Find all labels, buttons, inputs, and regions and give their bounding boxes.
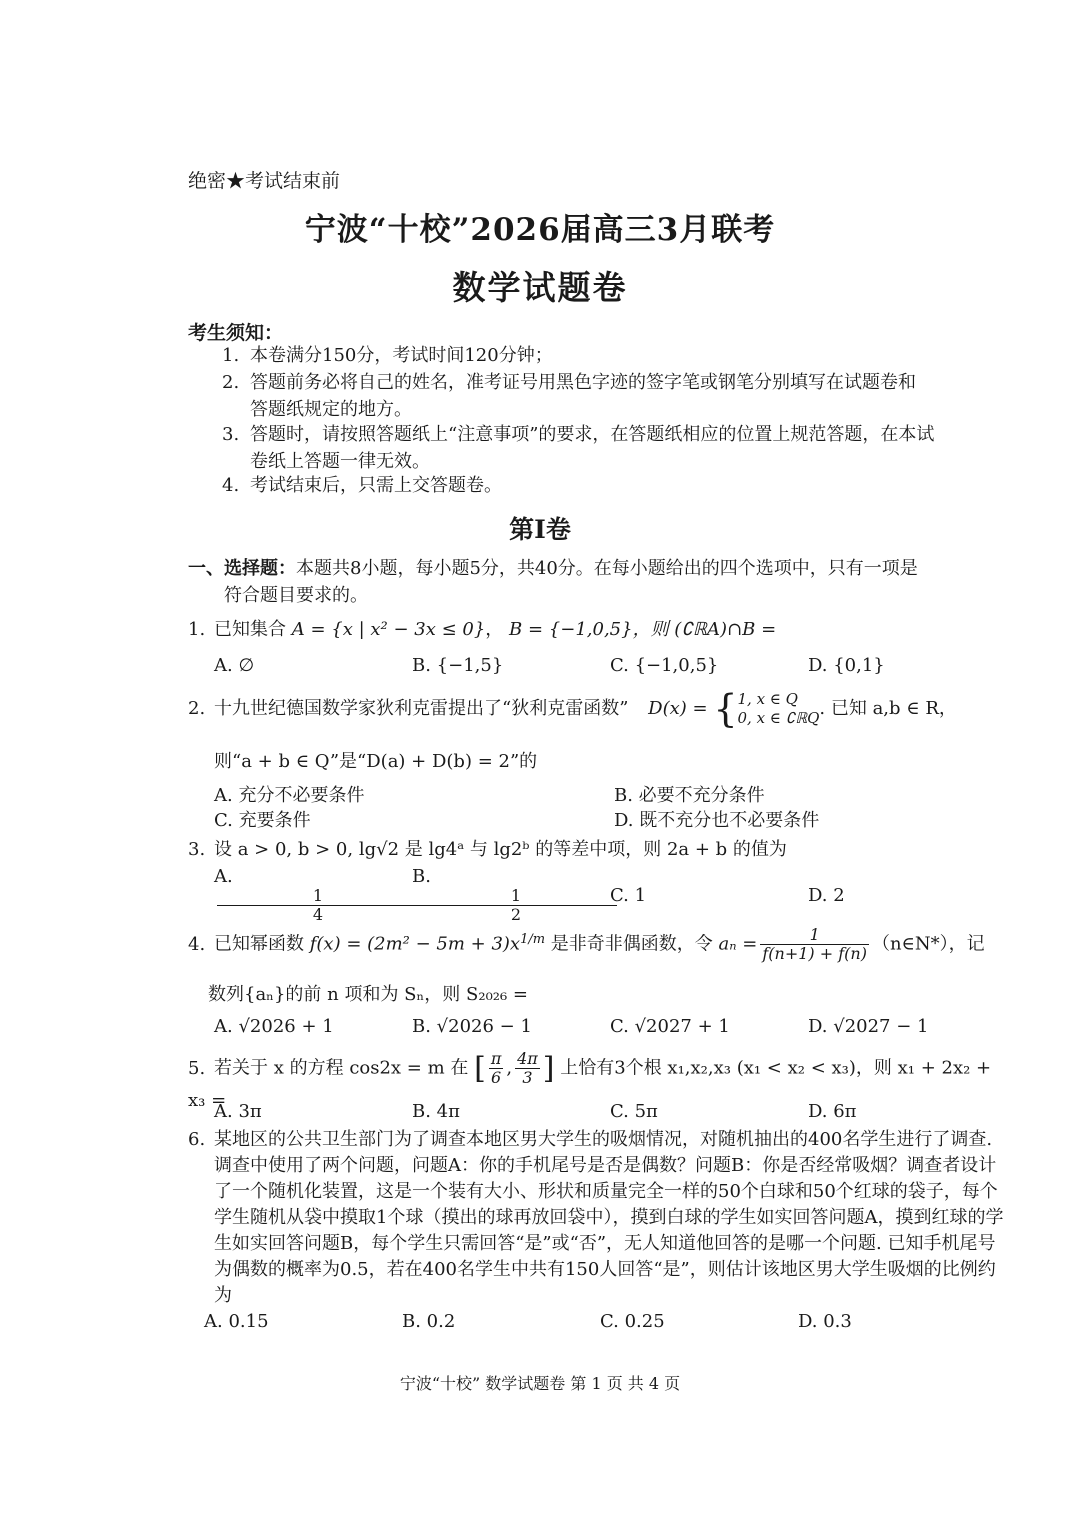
option-b[interactable] (412, 866, 610, 924)
option-d[interactable]: D. {0,1} (808, 655, 885, 676)
option-c[interactable]: C. √2027 + 1 (610, 1016, 730, 1037)
question-2-line2: 则“a + b ∈ Q”是“D(a) + D(b) = 2”的 (214, 751, 538, 772)
question-number: 2. (188, 698, 206, 719)
question-stem: 已知幂函数 (214, 933, 304, 955)
notice-item-text: 本卷满分150分，考试时间120分钟； (250, 345, 553, 366)
option-a[interactable] (214, 866, 412, 924)
option-d[interactable]: D. 2 (808, 884, 845, 906)
question-2-options-row2 (214, 806, 1014, 832)
exam-subtitle: 数学试题卷 (452, 268, 628, 307)
fraction-denominator: 4 (312, 905, 324, 924)
option-b[interactable]: B. 0.2 (402, 1311, 456, 1332)
page-footer: 宁波“十校” 数学试题卷 第 1 页 共 4 页 (399, 1374, 681, 1393)
fraction-numerator: 1 (217, 887, 419, 906)
question-stem-end: 上恰有3个根 x₁,x₂,x₃ (x₁ < x₂ < x₃)，则 x₁ + 2x₂ + x₃ = (188, 1057, 992, 1111)
question-number: 3. (188, 839, 206, 860)
question-number: 5. (188, 1057, 206, 1079)
section-continuation: 符合题目要求的。 (224, 585, 368, 606)
brace-glyph: { (713, 686, 738, 731)
question-3 (188, 836, 1008, 863)
notice-item-number: 3. (222, 424, 240, 445)
set-b: B = {−1,0,5} (509, 619, 633, 640)
question-4 (188, 926, 1008, 963)
question-6-options (204, 1311, 1004, 1332)
fraction-denominator: 3 (522, 1068, 533, 1087)
notice-item-number: 4. (222, 475, 240, 496)
option-b[interactable]: B. {−1,5} (412, 655, 504, 676)
right-bracket-glyph: ] (542, 1051, 555, 1086)
option-c[interactable]: C. {−1,0,5} (610, 655, 719, 676)
volume-title: 第Ⅰ卷 (509, 515, 571, 544)
fraction-numerator: π (490, 1049, 502, 1068)
option-b[interactable]: B. √2026 − 1 (412, 1016, 532, 1037)
option-a[interactable]: A. 3π (214, 1101, 262, 1122)
notice-item-text: 考试结束后，只需上交答题卷。 (250, 475, 502, 496)
question-stem: 若关于 x 的方程 cos2x = m 在 (214, 1057, 469, 1079)
option-d[interactable]: D. √2027 − 1 (808, 1016, 929, 1037)
option-a[interactable]: A. 0.15 (204, 1311, 269, 1332)
case-rational: 1, x ∈ Q (737, 690, 798, 708)
case-irrational: 0, x ∈ ∁ℝQ (737, 709, 820, 727)
exam-title: 宁波“十校”2026届高三3月联考 (304, 212, 776, 248)
question-2 (188, 686, 1008, 731)
notice-item (222, 369, 1012, 423)
fraction-denominator: 6 (491, 1068, 502, 1087)
option-a[interactable]: A. 充分不必要条件 (214, 785, 365, 806)
option-d[interactable]: D. 0.3 (798, 1311, 852, 1332)
option-c[interactable]: C. 1 (610, 884, 647, 906)
option-d[interactable]: D. 既不充分也不必要条件 (614, 810, 820, 831)
question-stem-end: （n∈N*），记 (871, 933, 985, 955)
piecewise-cases (738, 690, 820, 728)
fraction-denominator: f(n+1) + f(n) (762, 944, 867, 963)
fraction-numerator: 1 (760, 926, 869, 945)
notice-item-text: 答题前务必将自己的姓名，准考证号用黑色字迹的签字笔或钢笔分别填写在试题卷和 (250, 372, 916, 393)
notice-item-number: 2. (222, 372, 240, 393)
notice-item-number: 1. (222, 345, 240, 366)
question-3-options (214, 866, 1014, 924)
question-5: 5. 若关于 x 的方程 cos2x = m 在 [ $\frac{\pi}{6}$ , $\frac{4\pi}{3}$ ] 上恰有3个根 x₁,x₂,x₃ (x₁ < x₂ < x₃)，则 x₁ + 2x₂ + x₃ = (188, 1049, 992, 1111)
option-c[interactable]: C. 5π (610, 1101, 658, 1122)
question-1-options (214, 655, 1014, 676)
option-c[interactable]: C. 0.25 (600, 1311, 665, 1332)
question-stem: 设 a > 0, b > 0, lg√2 是 lg4ᵃ 与 lg2ᵇ 的等差中项，则 2a + b 的值为 (214, 839, 787, 860)
question-4-line2: 数列{aₙ}的前 n 项和为 Sₙ，则 S₂₀₂₆ = (208, 984, 529, 1005)
question-1: 1. 已知集合 A = {x | x² − 3x ≤ 0}， B = {−1,0,5}，则 (∁ℝA)∩B = (188, 616, 1008, 643)
fraction-numerator: 4π (517, 1049, 538, 1068)
fraction (415, 887, 613, 924)
option-d[interactable]: D. 6π (808, 1101, 857, 1122)
notice-item-continuation: 答题纸规定的地方。 (250, 399, 412, 420)
power-exponent: 1/m (520, 932, 546, 947)
section-label: 一、选择题： (188, 558, 296, 579)
fraction (217, 887, 415, 924)
question-stem: 已知集合 (214, 619, 286, 640)
interval-end (515, 1050, 540, 1087)
sequence-term: aₙ = (718, 933, 758, 955)
power-function: f(x) = (2m² − 5m + 3)x (309, 933, 521, 955)
question-number: 1. (188, 619, 206, 640)
question-5-options (214, 1101, 1014, 1122)
set-a: A = {x | x² − 3x ≤ 0} (291, 619, 486, 640)
notice-item-text: 答题时，请按照答题纸上“注意事项”的要求，在答题纸相应的位置上规范答题，在本试 (250, 424, 935, 445)
question-number: 4. (188, 933, 206, 955)
fraction-denominator: 2 (510, 905, 522, 924)
question-stem-mid: 是非奇非偶函数，令 (550, 933, 713, 955)
notice-item (222, 472, 1012, 499)
option-b[interactable]: B. 4π (412, 1101, 460, 1122)
option-a[interactable]: A. ∅ (214, 655, 255, 676)
option-label: A. (214, 866, 233, 887)
question-2-options-row1 (214, 781, 1014, 807)
question-stem: 某地区的公共卫生部门为了调查本地区男大学生的吸烟情况，对随机抽出的400名学生进行了调查. 调查中使用了两个问题，问题A：你的手机尾号是否是偶数？问题B：你是否经常吸烟？调查者设计了一个随机化装置，这是一个装有大小、形状和质量完全一样的50个白球和50个红球的袋子，每个学生随机从袋中摸取1个球（摸出的球再放回袋中），摸到白球的学生如实回答问题A，摸到红球的学生如实回答问题B，每个学生只需回答“是”或“否”，无人知道他回答的是哪一个问题. 已知手机尾号为偶数的概率为0.5，若在400名学生中共有150人回答“是”，则估计该地区男大学生吸烟的比例约为 (214, 1129, 1004, 1306)
notice-item (222, 421, 1012, 475)
section-text: 本题共8小题，每小题5分，共40分。在每小题给出的四个选项中，只有一项是 (296, 558, 918, 579)
left-bracket-glyph: [ (474, 1051, 486, 1086)
notice-item-continuation: 卷纸上答题一律无效。 (250, 451, 430, 472)
question-stem-end: . 已知 a,b ∈ R， (819, 698, 957, 719)
option-label: B. (412, 866, 431, 887)
section-heading (188, 555, 1008, 609)
notice-heading: 考生须知： (188, 322, 284, 344)
interval-start (489, 1050, 504, 1087)
option-c[interactable]: C. 充要条件 (214, 810, 311, 831)
option-a[interactable]: A. √2026 + 1 (214, 1016, 334, 1037)
secret-label: 绝密★考试结束前 (188, 170, 341, 192)
question-stem: 十九世纪德国数学家狄利克雷提出了“狄利克雷函数” (214, 698, 629, 719)
option-b[interactable]: B. 必要不充分条件 (614, 785, 765, 806)
question-number: 6. (188, 1129, 206, 1150)
sequence-fraction (760, 926, 869, 963)
dirichlet-function: D(x) = (648, 698, 708, 719)
notice-item (222, 342, 1012, 369)
question-4-options (214, 1016, 1014, 1037)
fraction-numerator: 1 (415, 887, 617, 906)
question-stem-end: ，则 (∁ℝA)∩B = (632, 619, 777, 640)
question-6 (188, 1127, 1008, 1309)
